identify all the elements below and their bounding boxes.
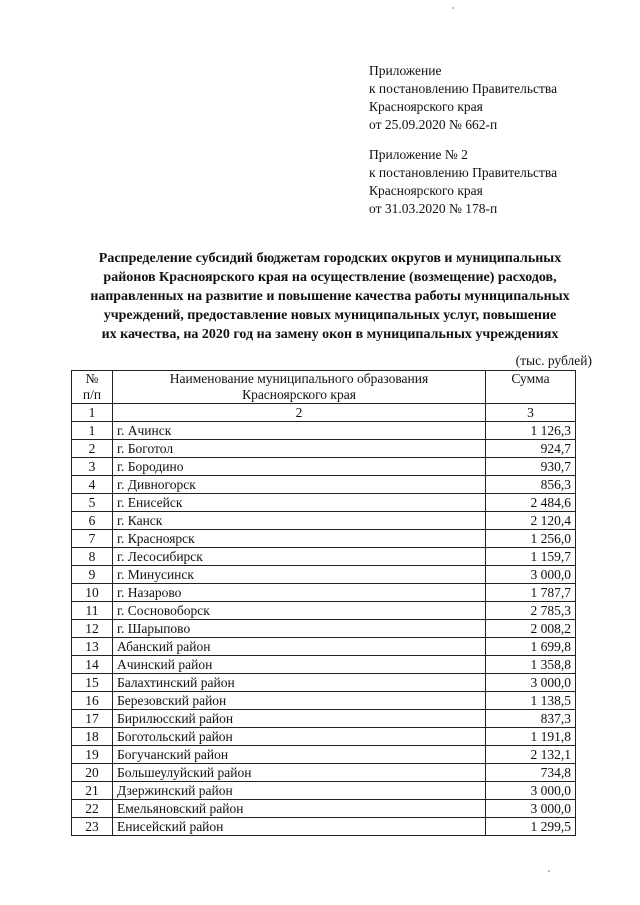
table-row: [72, 728, 576, 746]
row-number: 14: [72, 656, 113, 674]
header-name-line: Наименование муниципального образования: [169, 371, 429, 386]
column-index-row: [72, 404, 576, 422]
table-row: [72, 764, 576, 782]
subsidy-amount: 1 159,7: [486, 548, 576, 566]
table-row: [72, 422, 576, 440]
table-row: [72, 692, 576, 710]
title-line: учреждений, предоставление новых муниципальных услуг, повышение: [103, 308, 557, 323]
title-line: направленных на развитие и повышение качества работы муниципальных: [90, 289, 570, 304]
table-row: [72, 782, 576, 800]
subsidy-amount: 2 484,6: [486, 494, 576, 512]
subsidy-amount: 837,3: [486, 710, 576, 728]
row-number: 2: [72, 440, 113, 458]
units-label: (тыс. рублей): [515, 353, 592, 368]
attachment-line: Приложение № 2: [369, 147, 468, 162]
subsidy-amount: 1 256,0: [486, 530, 576, 548]
municipality-name: Богучанский район: [113, 746, 486, 764]
municipality-name: г. Бородино: [113, 458, 486, 476]
municipality-name: г. Минусинск: [113, 566, 486, 584]
row-number: 10: [72, 584, 113, 602]
municipality-name: г. Дивногорск: [113, 476, 486, 494]
attachment-line: к постановлению Правительства: [369, 165, 558, 180]
subsidy-amount: 3 000,0: [486, 674, 576, 692]
municipality-name: г. Боготол: [113, 440, 486, 458]
table-row: [72, 440, 576, 458]
row-number: 5: [72, 494, 113, 512]
table-row: [72, 602, 576, 620]
attachment-line: от 25.09.2020 № 662-п: [369, 117, 498, 132]
header-name: [113, 371, 486, 404]
table-row: [72, 584, 576, 602]
municipality-name: Ачинский район: [113, 656, 486, 674]
row-number: 23: [72, 818, 113, 836]
attachment-block-2: [369, 146, 557, 218]
table-row: [72, 710, 576, 728]
scan-speck: [548, 870, 550, 872]
table-row: [72, 476, 576, 494]
subsidy-amount: 1 699,8: [486, 638, 576, 656]
subsidy-amount: 3 000,0: [486, 800, 576, 818]
row-number: 15: [72, 674, 113, 692]
table-row: [72, 800, 576, 818]
table-row: [72, 530, 576, 548]
municipality-name: Большеулуйский район: [113, 764, 486, 782]
header-num-line: п/п: [82, 387, 102, 402]
table-row: [72, 458, 576, 476]
table-row: [72, 746, 576, 764]
subsidy-amount: 734,8: [486, 764, 576, 782]
row-number: 3: [72, 458, 113, 476]
municipality-name: г. Енисейск: [113, 494, 486, 512]
municipality-name: Дзержинский район: [113, 782, 486, 800]
table-body: [72, 422, 576, 836]
subsidy-amount: 924,7: [486, 440, 576, 458]
table-row: [72, 656, 576, 674]
index-cell: 2: [113, 404, 486, 422]
municipality-name: г. Ачинск: [113, 422, 486, 440]
municipality-name: Боготольский район: [113, 728, 486, 746]
attachment-line: к постановлению Правительства: [369, 81, 558, 96]
attachment-block-1: [369, 62, 557, 134]
scan-speck: [452, 7, 454, 9]
municipality-name: Емельяновский район: [113, 800, 486, 818]
subsidy-amount: 2 132,1: [486, 746, 576, 764]
table-row: [72, 494, 576, 512]
row-number: 7: [72, 530, 113, 548]
row-number: 18: [72, 728, 113, 746]
row-number: 4: [72, 476, 113, 494]
subsidy-amount: 856,3: [486, 476, 576, 494]
municipality-name: Абанский район: [113, 638, 486, 656]
subsidy-amount: 1 138,5: [486, 692, 576, 710]
table-row: [72, 638, 576, 656]
header-sum: Сумма: [486, 371, 576, 404]
attachment-line: Приложение: [369, 63, 442, 78]
header-num-line: №: [85, 371, 99, 386]
table-row: [72, 674, 576, 692]
row-number: 21: [72, 782, 113, 800]
subsidy-amount: 2 785,3: [486, 602, 576, 620]
table-row: [72, 818, 576, 836]
attachment-line: Красноярского края: [369, 183, 483, 198]
title-line: Распределение субсидий бюджетам городских округов и муниципальных: [98, 251, 562, 266]
subsidy-table: [71, 370, 576, 836]
table-row: [72, 566, 576, 584]
subsidy-amount: 3 000,0: [486, 782, 576, 800]
table-row: [72, 548, 576, 566]
municipality-name: г. Красноярск: [113, 530, 486, 548]
row-number: 16: [72, 692, 113, 710]
municipality-name: г. Назарово: [113, 584, 486, 602]
header-num: [72, 371, 113, 404]
subsidy-amount: 2 120,4: [486, 512, 576, 530]
subsidy-amount: 1 126,3: [486, 422, 576, 440]
title-line: их качества, на 2020 год на замену окон в муниципальных учреждениях: [101, 327, 559, 342]
table-row: [72, 620, 576, 638]
header-name-line: Красноярского края: [242, 387, 356, 402]
row-number: 1: [72, 422, 113, 440]
subsidy-amount: 1 358,8: [486, 656, 576, 674]
municipality-name: г. Сосновоборск: [113, 602, 486, 620]
municipality-name: г. Канск: [113, 512, 486, 530]
subsidy-amount: 1 191,8: [486, 728, 576, 746]
row-number: 20: [72, 764, 113, 782]
municipality-name: г. Шарыпово: [113, 620, 486, 638]
municipality-name: Балахтинский район: [113, 674, 486, 692]
title-line: районов Красноярского края на осуществление (возмещение) расходов,: [103, 270, 557, 285]
attachment-line: от 31.03.2020 № 178-п: [369, 201, 498, 216]
table-row: [72, 512, 576, 530]
row-number: 6: [72, 512, 113, 530]
row-number: 8: [72, 548, 113, 566]
row-number: 9: [72, 566, 113, 584]
index-cell: 1: [72, 404, 113, 422]
subsidy-amount: 3 000,0: [486, 566, 576, 584]
municipality-name: Бирилюсский район: [113, 710, 486, 728]
municipality-name: г. Лесосибирск: [113, 548, 486, 566]
municipality-name: Березовский район: [113, 692, 486, 710]
table-header-row: [72, 371, 576, 404]
index-cell: 3: [486, 404, 576, 422]
attachment-line: Красноярского края: [369, 99, 483, 114]
row-number: 17: [72, 710, 113, 728]
row-number: 12: [72, 620, 113, 638]
document-title: [40, 249, 620, 344]
row-number: 22: [72, 800, 113, 818]
row-number: 19: [72, 746, 113, 764]
municipality-name: Енисейский район: [113, 818, 486, 836]
subsidy-amount: 930,7: [486, 458, 576, 476]
row-number: 13: [72, 638, 113, 656]
row-number: 11: [72, 602, 113, 620]
subsidy-amount: 2 008,2: [486, 620, 576, 638]
subsidy-amount: 1 787,7: [486, 584, 576, 602]
subsidy-amount: 1 299,5: [486, 818, 576, 836]
